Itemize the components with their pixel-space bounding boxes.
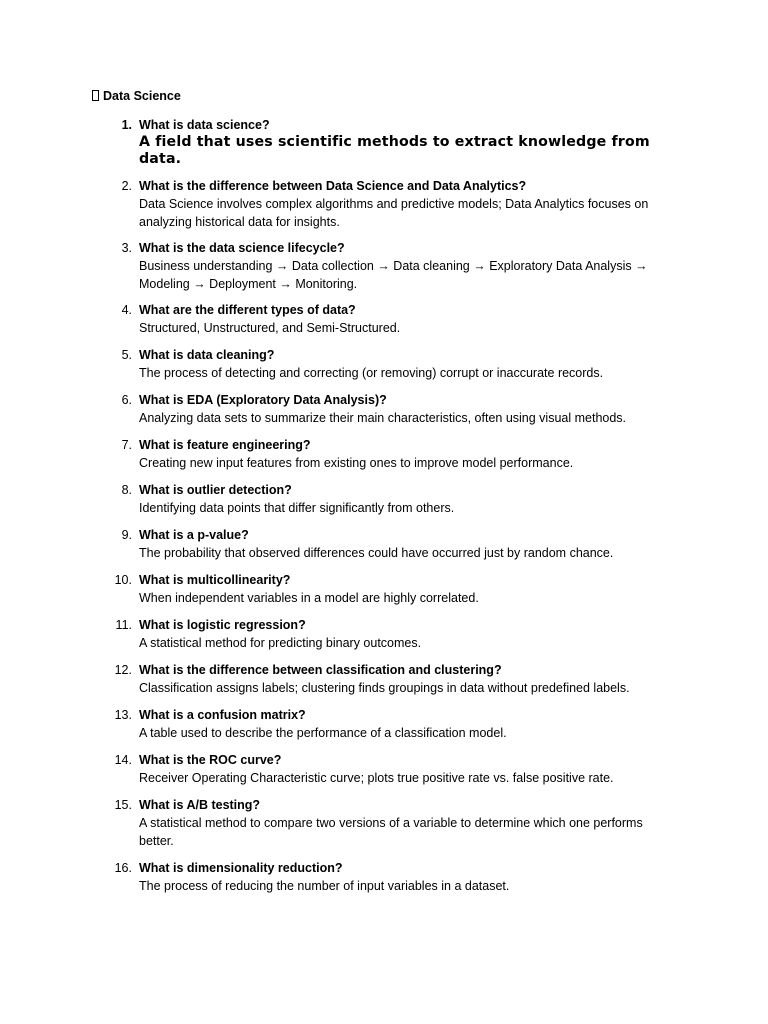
section-heading-text: Data Science [103,89,181,103]
question-text: What are the different types of data? [139,303,356,317]
question-text: What is the data science lifecycle? [139,241,345,255]
list-item-number: 3. [121,241,132,255]
question-text: What is A/B testing? [139,798,261,812]
list-item-number: 6. [121,393,132,407]
question-text: What is logistic regression? [139,618,306,632]
answer-text: When independent variables in a model are highly correlated. [139,591,479,605]
section-heading [92,88,181,104]
list-item-body [139,116,674,168]
list-item-body [139,751,674,787]
question-text: What is dimensionality reduction? [139,861,343,875]
answer-text: Data Science involves complex algorithms and predictive models; Data Analytics focuses on analyzing historical data for insights. [139,197,649,229]
list-item-number: 12. [114,663,132,677]
answer-text: Structured, Unstructured, and Semi-Structured. [139,321,401,335]
question-text: What is multicollinearity? [139,573,291,587]
question-text: What is EDA (Exploratory Data Analysis)? [139,393,387,407]
answer-text: Analyzing data sets to summarize their main characteristics, often using visual methods. [139,411,627,425]
answer-text: Creating new input features from existing ones to improve model performance. [139,456,574,470]
list-item-number: 2. [121,179,132,193]
list-item-body [139,526,674,562]
answer-text: A statistical method to compare two versions of a variable to determine which one performs better. [139,816,643,848]
question-text: What is a confusion matrix? [139,708,306,722]
question-text: What is the ROC curve? [139,753,282,767]
question-text: What is a p-value? [139,528,249,542]
list-item-body [139,391,674,427]
list-item-number: 5. [121,348,132,362]
list-item-body [139,616,674,652]
list-item-body [139,346,674,382]
list-item-body [139,796,674,850]
list-item-number: 11. [115,618,132,632]
answer-text: The process of reducing the number of input variables in a dataset. [139,879,510,893]
list-item-body [139,661,674,697]
answer-text: Receiver Operating Characteristic curve; plots true positive rate vs. false positive rate. [139,771,614,785]
list-item-number: 7. [121,438,132,452]
answer-text: The probability that observed differences could have occurred just by random chance. [139,546,614,560]
list-item-body [139,706,674,742]
list-item-number: 15. [114,798,132,812]
answer-text: A table used to describe the performance of a classification model. [139,726,507,740]
list-item-number: 14. [114,753,132,767]
list-item-number: 16. [114,861,132,875]
answer-text: Classification assigns labels; clustering finds groupings in data without predefined labels. [139,681,630,695]
list-item-number: 8. [121,483,132,497]
question-text: What is feature engineering? [139,438,311,452]
answer-text: Business understanding → Data collection → Data cleaning → Exploratory Data Analysis → Modeling → Deployment → Monitoring. [139,259,648,291]
list-item-body [139,859,674,895]
question-text: What is the difference between Data Science and Data Analytics? [139,179,527,193]
answer-text: Identifying data points that differ significantly from others. [139,501,455,515]
answer-text: The process of detecting and correcting (or removing) corrupt or inaccurate records. [139,366,604,380]
list-item-body [139,301,674,337]
list-item-body [139,177,674,231]
question-text: What is data cleaning? [139,348,275,362]
list-item-number: 10. [114,573,132,587]
list-item-number: 9. [121,528,132,542]
list-item-body [139,436,674,472]
list-item-number: 4. [121,303,132,317]
list-item-body [139,239,674,293]
question-text: What is the difference between classification and clustering? [139,663,502,677]
answer-text: A statistical method for predicting binary outcomes. [139,636,422,650]
question-text: What is data science? [139,118,270,132]
question-text: What is outlier detection? [139,483,292,497]
answer-text: A field that uses scientific methods to extract knowledge from data. [139,134,650,167]
list-item-body [139,481,674,517]
list-item-number: 1. [121,118,132,132]
list-item-body [139,571,674,607]
list-item-number: 13. [114,708,132,722]
missing-glyph-icon [92,90,99,101]
